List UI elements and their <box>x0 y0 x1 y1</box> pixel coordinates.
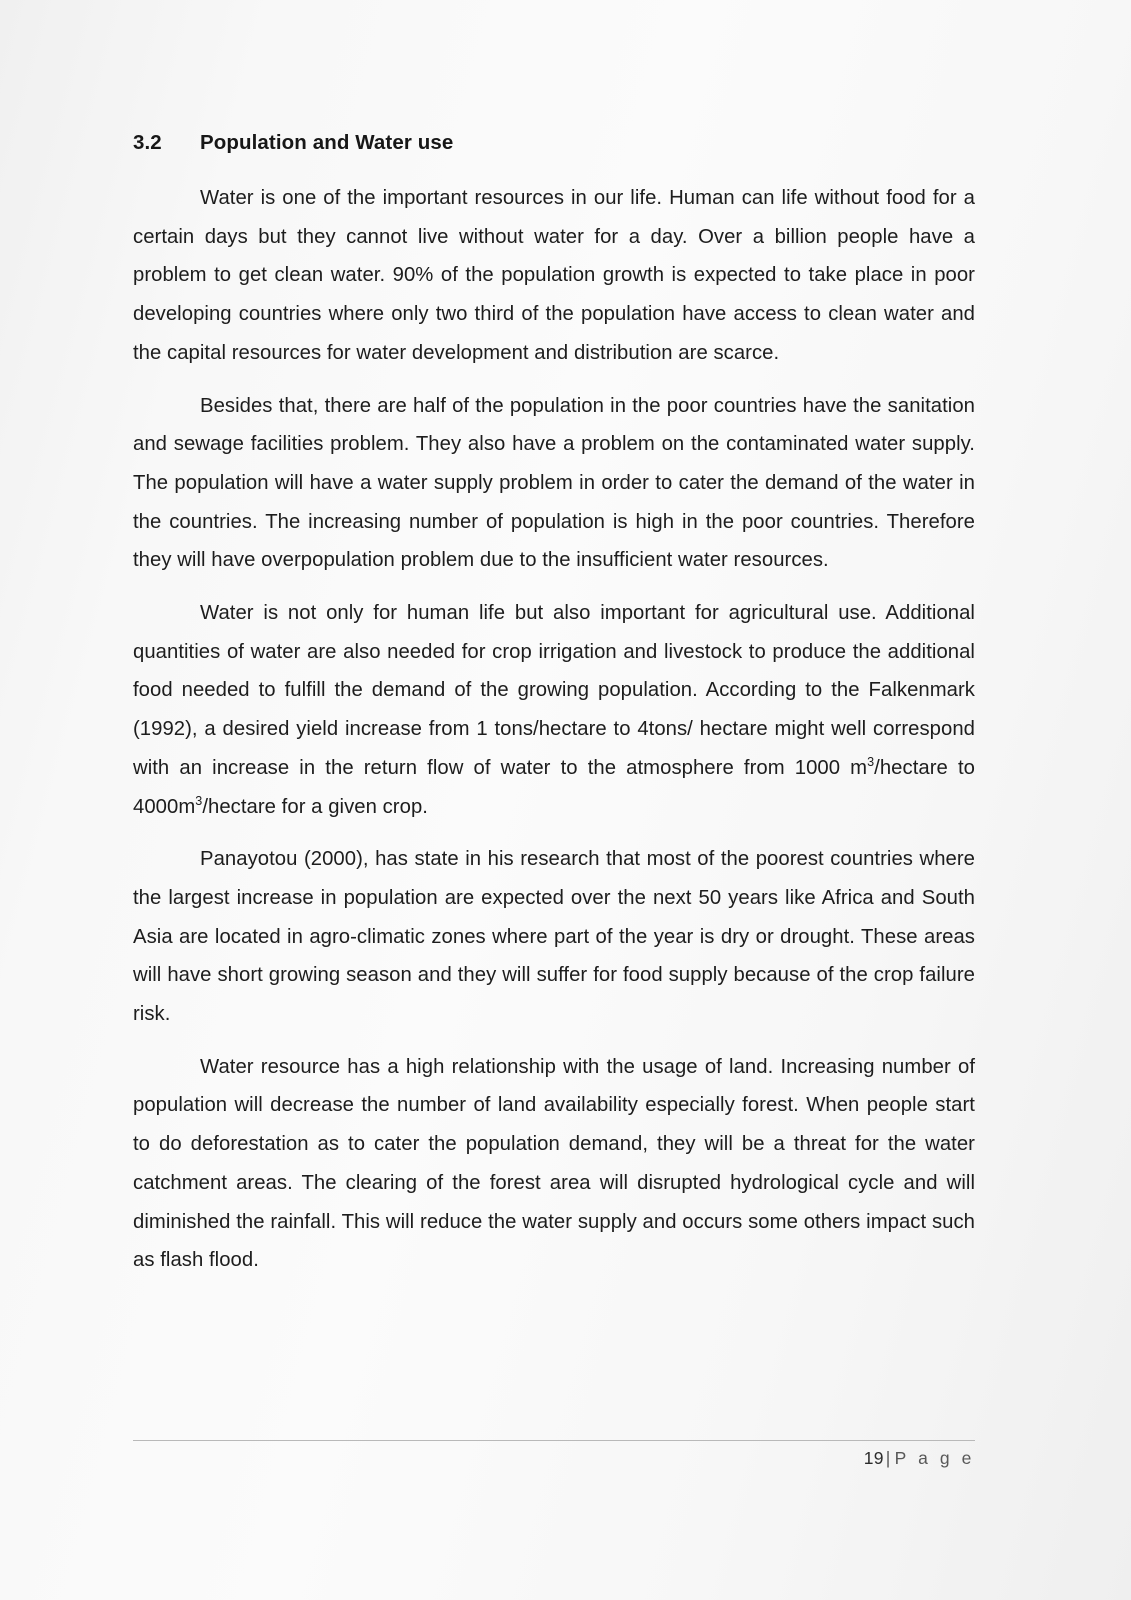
superscript-cubic-meter-2: 3 <box>195 793 203 808</box>
body-paragraph: Panayotou (2000), has state in his research that most of the poorest countries where the largest increase in population are expected over the next 50 years like Africa and South Asia are located in agro-climatic zones where part of the year is dry or drought. These areas will have short growing season and they will suffer for food supply because of the crop failure risk. <box>133 848 975 1026</box>
page-title <box>133 0 975 155</box>
paragraph-text-lead: Water is not only for human life but also important for agricultural use. Additional quantities of water are also needed for crop irrigation and livestock to produce the additional food needed to fulfill the demand of the growing population. According to the Falkenmark (1992), a desired yield increase from 1 tons/hectare to 4tons/ hectare might well correspond with an increase in the return flow of water to the atmosphere from 1000 m <box>133 602 975 779</box>
page-number-separator: | <box>885 1448 891 1468</box>
page-number-value: 19 <box>863 1448 884 1468</box>
body-paragraph <box>133 594 975 826</box>
paragraph-text-mid: /hectare to 4000m <box>133 756 975 818</box>
page-footer <box>133 1440 975 1469</box>
section-title: Population and Water use <box>200 131 454 154</box>
page-number-label <box>133 1441 975 1469</box>
body-paragraph: Water is one of the important resources in our life. Human can life without food for a certain days but they cannot live without water for a day. Over a billion people have a problem to get clean water. 90% of the population growth is expected to take place in poor developing countries where only two third of the population have access to clean water and the capital resources for water development and distribution are scarce. <box>133 187 975 364</box>
paragraph-text-end: /hectare for a given crop. <box>202 795 428 818</box>
superscript-cubic-meter-1: 3 <box>867 755 875 770</box>
page-word-label: P a g e <box>894 1448 975 1468</box>
body-paragraph: Besides that, there are half of the population in the poor countries have the sanitation and sewage facilities problem. They also have a problem on the contaminated water supply. The population will have a water supply problem in order to cater the demand of the water in the countries. The increasing number of population is high in the poor countries. Therefore they will have overpopulation problem due to the insufficient water resources. <box>133 394 975 572</box>
page-content <box>133 0 975 1280</box>
body-paragraph: Water resource has a high relationship with the usage of land. Increasing number of population will decrease the number of land availability especially forest. When people start to do deforestation as to cater the population demand, they will be a threat for the water catchment areas. The clearing of the forest area will disrupted hydrological cycle and will diminished the rainfall. This will reduce the water supply and occurs some others impact such as flash flood. <box>133 1055 975 1272</box>
section-number: 3.2 <box>133 131 162 154</box>
